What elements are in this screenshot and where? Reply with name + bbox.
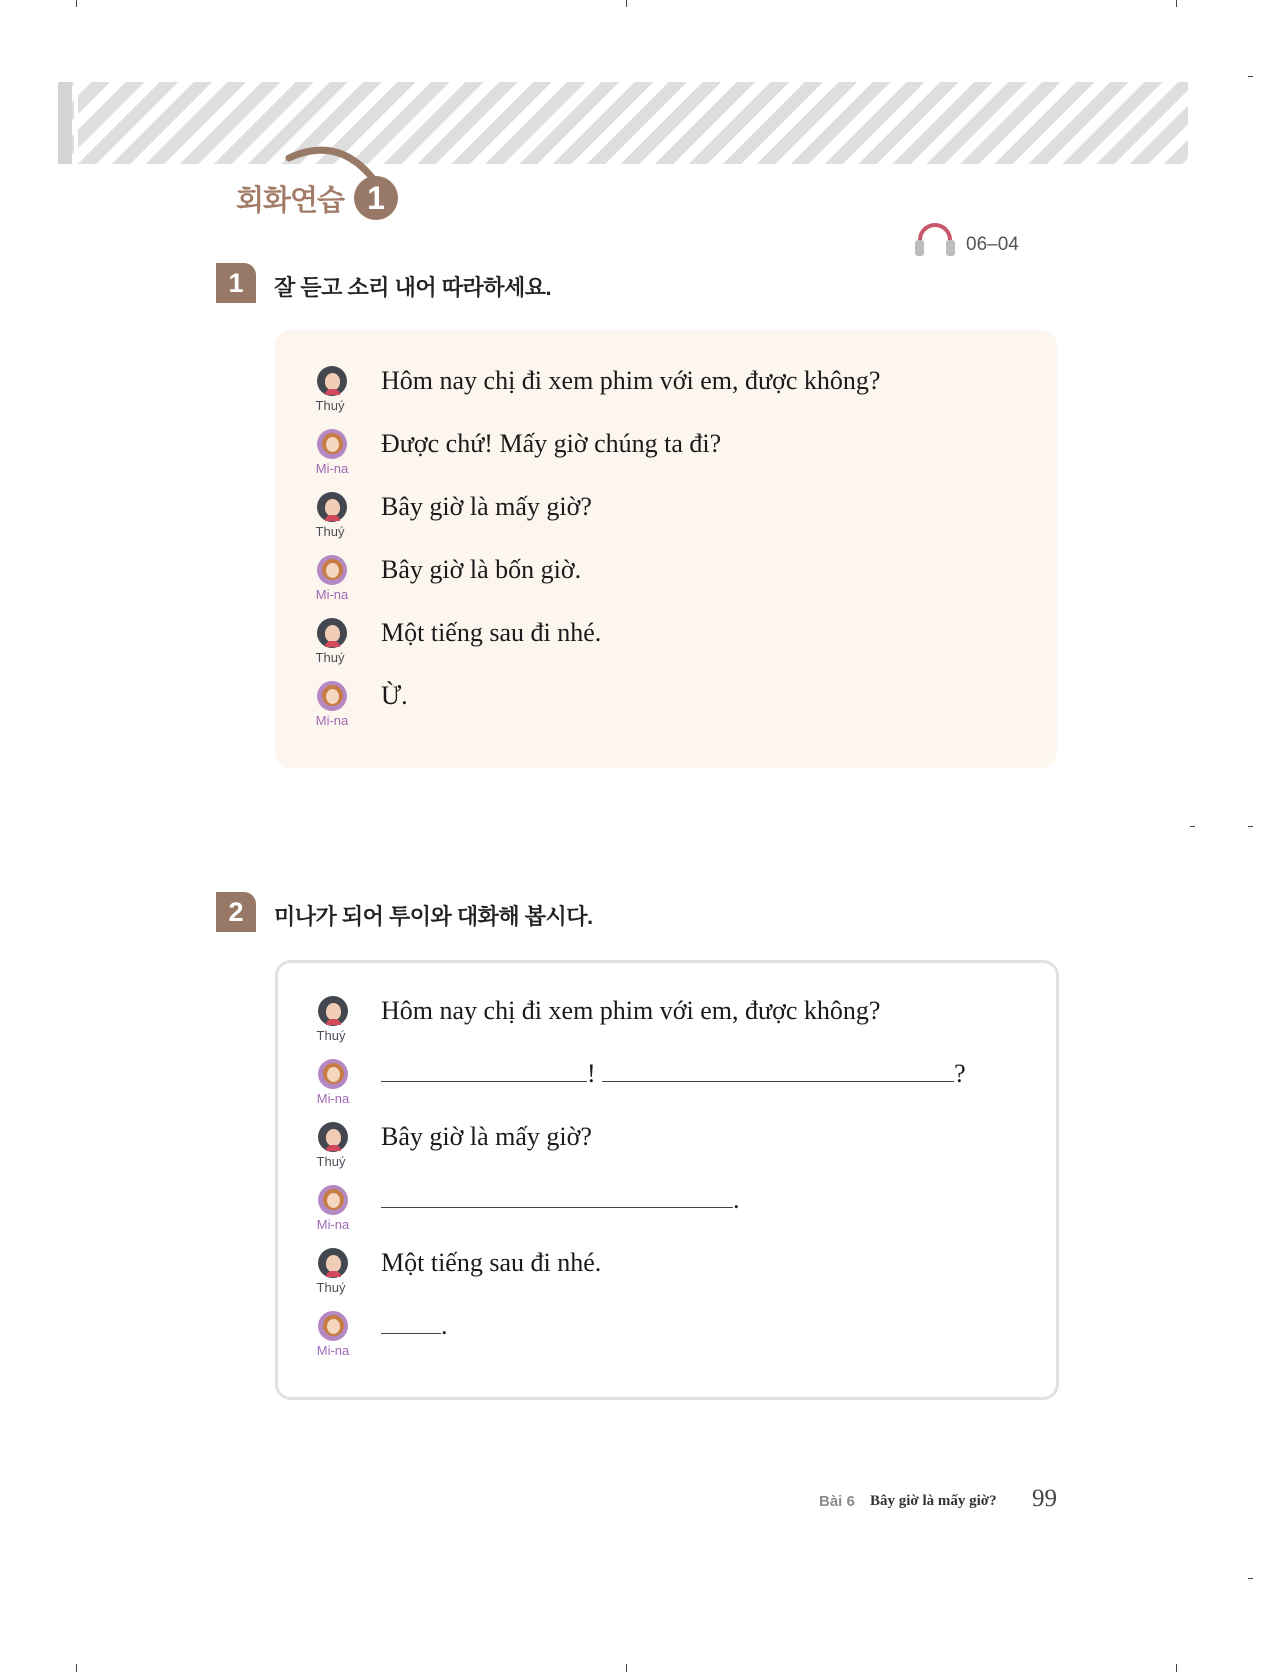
dialogue-line: Hôm nay chị đi xem phim với em, được không? (381, 996, 881, 1025)
footer-title: Bây giờ là mấy giờ? (870, 1493, 997, 1509)
section-number-badge: 1 (354, 176, 398, 220)
thuy-avatar (314, 992, 352, 1030)
crop-mark (1248, 1578, 1253, 1579)
exercise-instruction: 미나가 되어 투이와 대화해 봅시다. (274, 904, 593, 929)
footer-lesson: Bài 6 (819, 1493, 855, 1510)
dialogue-line: Một tiếng sau đi nhé. (381, 1248, 602, 1277)
thuy-avatar (314, 1118, 352, 1156)
crop-mark (1176, 0, 1177, 7)
punctuation: . (733, 1185, 740, 1214)
crop-mark (1248, 826, 1253, 827)
answer-blank[interactable] (381, 1059, 587, 1082)
crop-mark (1176, 1664, 1177, 1672)
crop-mark (76, 0, 77, 7)
dialogue-line: Một tiếng sau đi nhé. (381, 618, 602, 647)
thuy-avatar (313, 362, 351, 400)
thuy-avatar (314, 1244, 352, 1282)
dialogue-line: Bây giờ là mấy giờ? (381, 1122, 592, 1151)
mina-avatar (314, 1181, 352, 1219)
speaker-name: Thuý (316, 1280, 346, 1295)
banner-edge (58, 82, 72, 164)
answer-blank[interactable] (602, 1059, 954, 1082)
page-number: 99 (1032, 1485, 1057, 1512)
mina-avatar (313, 677, 351, 715)
answer-line (381, 1185, 740, 1215)
speaker-name: Thuý (316, 1028, 346, 1043)
dialogue-line: Hôm nay chị đi xem phim với em, được không? (381, 366, 881, 395)
answer-line (381, 1311, 448, 1341)
speaker-name: Thuý (315, 650, 345, 665)
speaker-name: Thuý (315, 524, 345, 539)
thuy-avatar (313, 614, 351, 652)
mina-avatar (313, 551, 351, 589)
crop-mark (76, 1664, 77, 1672)
exercise-instruction: 잘 듣고 소리 내어 따라하세요. (274, 275, 552, 300)
answer-line (381, 1059, 966, 1089)
section-title: 회화연습 (236, 185, 345, 217)
thuy-avatar (313, 488, 351, 526)
exercise-number: 2 (216, 892, 256, 932)
punctuation: . (441, 1311, 448, 1340)
dialogue-line: Ừ. (381, 681, 408, 710)
crop-mark (1248, 76, 1253, 77)
speaker-name: Mi-na (316, 1217, 350, 1232)
speaker-name: Mi-na (316, 1343, 350, 1358)
mina-avatar (314, 1307, 352, 1345)
exercise-number: 1 (216, 263, 256, 303)
speaker-name: Mi-na (316, 1091, 350, 1106)
crop-mark (1190, 826, 1195, 827)
punctuation: ! (587, 1059, 596, 1088)
mina-avatar (313, 425, 351, 463)
speaker-name: Thuý (316, 1154, 346, 1169)
answer-blank[interactable] (381, 1311, 441, 1334)
crop-mark (626, 1664, 627, 1672)
audio-track-number: 06–04 (966, 234, 1019, 255)
mina-avatar (314, 1055, 352, 1093)
speaker-name: Mi-na (315, 713, 349, 728)
banner-edge (74, 82, 78, 164)
answer-blank[interactable] (381, 1185, 733, 1208)
dialogue-line: Bây giờ là bốn giờ. (381, 555, 582, 584)
dialogue-line: Được chứ! Mấy giờ chúng ta đi? (381, 429, 722, 458)
punctuation: ? (954, 1059, 966, 1088)
dialogue-line: Bây giờ là mấy giờ? (381, 492, 592, 521)
header-banner (58, 82, 1188, 164)
speaker-name: Thuý (315, 398, 345, 413)
speaker-name: Mi-na (315, 587, 349, 602)
crop-mark (626, 0, 627, 7)
headphones-icon[interactable] (912, 220, 958, 258)
speaker-name: Mi-na (315, 461, 349, 476)
